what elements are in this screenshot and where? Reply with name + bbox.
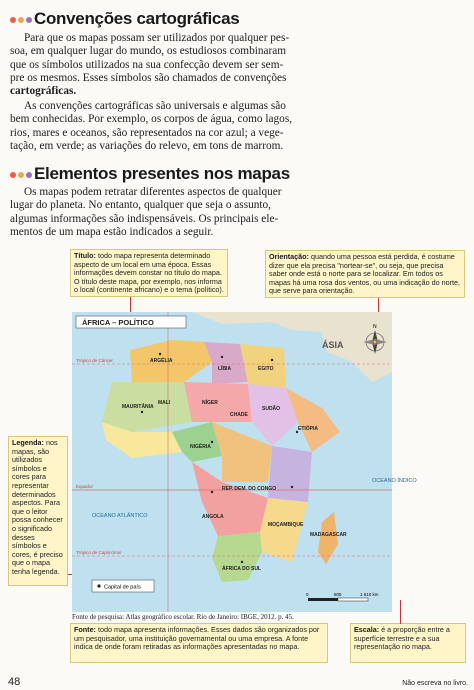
capital-dot [221,356,223,358]
section-bullet-dots [10,17,32,23]
text-line: tação, em verde; as variações do relevo, em tons de marrom. [10,139,284,152]
text-line: pre os mesmos. Esses símbolos são chamados de convenções [10,71,287,84]
dot [18,17,24,23]
text-line: lugar do planeta. No entanto, qualquer que seja o assunto, [10,199,272,212]
capital-dot [241,561,243,563]
compass-n: N [373,324,377,330]
source-caption: Fonte de pesquisa: Atlas geográfico escolar. Rio de Janeiro: IBGE, 2012. p. 45. [72,613,294,621]
country-label: REP. DEM. DO CONGO [222,486,277,492]
country-label: ETIÓPIA [298,426,319,432]
text-line: Para que os mapas possam ser utilizados por qualquer pes- [24,32,290,44]
capital-dot [211,491,213,493]
fonte-box [70,623,328,663]
section-title-elementos: Elementos presentes nos mapas [34,164,290,183]
country-label: NIGÉRIA [190,444,211,450]
asia-label: ÁSIA [322,340,344,350]
ocean-atlantic-label: OCEANO ATLÂNTICO [92,513,148,519]
titulo-box [70,249,228,297]
text-line: que os símbolos utilizados na sua confecção devem ser sem- [10,58,284,71]
country-label: CHADE [230,412,248,418]
text-line: cartográficas. [10,85,77,98]
country-label: EGITO [258,366,274,372]
scale-label: 805 [334,592,342,597]
country-label: ANGOLA [202,514,224,520]
paragraph-convencoes-2 [10,100,438,153]
box-term: Orientação: [269,252,309,261]
country-kenya-tanzania [268,446,312,502]
connector-line [400,600,401,624]
map-legend [92,580,154,592]
escala-box [350,623,466,663]
dot [10,172,16,178]
text-line: bem conhecidas. Por exemplo, os corpos de água, como lagos, [10,113,293,126]
box-text: todo mapa apresenta informações. Esses dados são organizados por um pesquisador, uma instituição governamental ou uma empresa. A fonte indica de onde foram retiradas as informações apresentadas no mapa. [74,625,320,652]
map-title: ÁFRICA – POLÍTICO [82,318,154,327]
country-label: NÍGER [202,400,218,406]
tropic-capricorn-label: Trópico de Capricórnio [76,550,122,555]
dot [26,172,32,178]
ocean-indian-label: OCEANO ÍNDICO [372,478,417,484]
page-number: 48 [8,676,21,688]
text-line: mentos de um mapa estão indicados a seguir. [10,225,214,238]
scale-label: 0 [306,592,309,597]
text-line: soa, em qualquer lugar do mundo, os estudiosos combinaram [10,45,287,58]
paragraph-elementos [10,186,438,239]
country-label: ARGÉLIA [150,358,173,364]
scale-label: 1 610 km [360,592,379,597]
country-label: LÍBIA [218,366,232,372]
country-label: MAURITÂNIA [122,404,154,410]
text-line: As convenções cartográficas são universais e algumas são [24,100,286,112]
footer-note: Não escreva no livro. [402,680,468,687]
text-line: Os mapas podem retratar diferentes aspectos de qualquer [24,186,282,198]
box-text: todo mapa representa determinado aspecto de um local em uma época. Essas informações devem constar no título do mapa. O título deste mapa, por exemplo, nos informa o local (continente africano) e o tema (político). [74,251,224,295]
capital-dot [159,353,161,355]
box-term: Fonte: [74,625,96,634]
capital-dot [211,441,213,443]
box-term: Legenda: [12,438,44,447]
section-bullet-dots [10,172,32,178]
legend-label: Capital de país [104,584,141,591]
dot [26,17,32,23]
box-text: quando uma pessoa está perdida, é costume dizer que ela precisa "nortear-se", ou seja, que precisa saber onde está o norte para se localizar. Em todos os mapas há uma rosa dos ventos, ou uma indicação do norte, que serve para orientação. [269,252,460,296]
country-label: MOÇAMBIQUE [268,522,304,528]
dot [10,17,16,23]
text-line: rios, mares e oceanos, são representados na cor azul; a vege- [10,126,284,139]
country-label: ÁFRICA DO SUL [222,566,261,572]
capital-dot [271,359,273,361]
box-term: Escala: [354,625,380,634]
country-label: MADAGASCAR [310,532,347,538]
country-label: MALI [158,400,171,406]
box-text: nos mapas, são utilizados símbolos e cores para representar determinados aspectos. Para que o leitor possa conhecer o significado desses símbolos e cores, é preciso que o mapa tenha legenda. [12,438,63,576]
section-title-convencoes: Convenções cartográficas [34,9,240,28]
box-term: Título: [74,251,96,260]
equator-label: Equador [76,484,94,489]
text-line: algumas informações são indispensáveis. Os principais ele- [10,212,279,225]
capital-dot [291,486,293,488]
africa-political-map [72,312,417,612]
dot [18,172,24,178]
paragraph-convencoes-1 [10,32,438,98]
box-text: é a proporção entre a superfície terrestre e a sua representação no mapa. [354,625,450,652]
country-label: SUDÃO [262,406,281,412]
legenda-box [8,436,68,586]
tropic-cancer-label: Trópico de Câncer [76,358,113,363]
orientacao-box [265,250,465,298]
capital-dot [141,411,143,413]
